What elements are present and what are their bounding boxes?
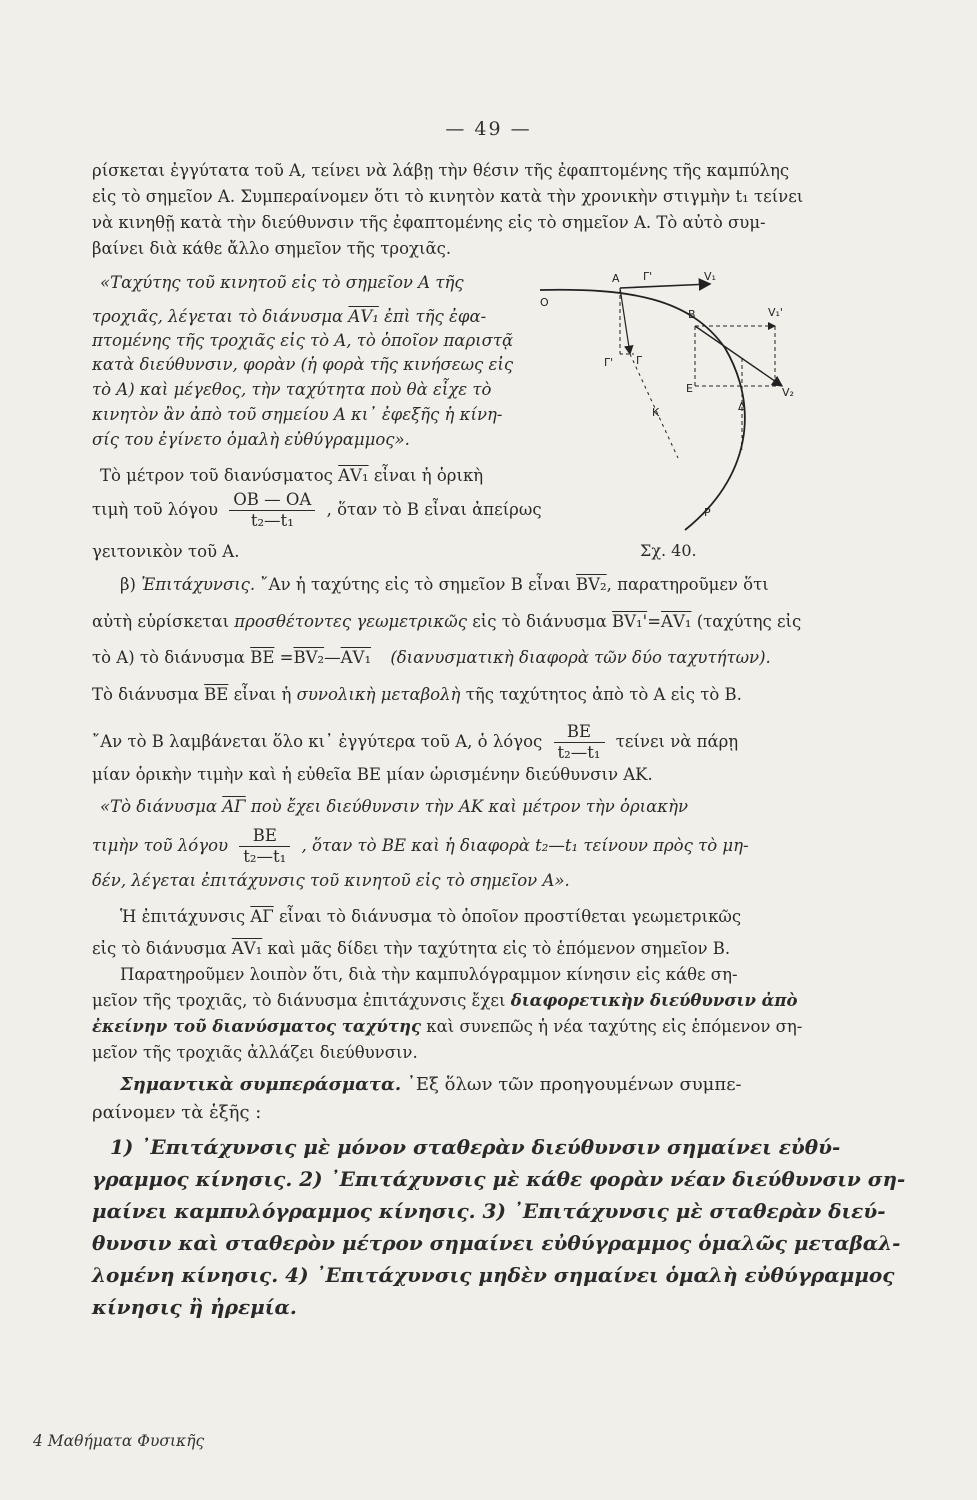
definition-line [92,826,749,867]
text: τῆς ταχύτητος ἀπὸ τὸ Α εἰς τὸ Β. [465,685,742,704]
text: τροχιᾶς, λέγεται τὸ διάνυσμα [92,307,344,326]
vector-BV1p: ΒV₁' [612,612,648,631]
definition-line: κατὰ διεύθυνσιν, φορὰν (ἡ φορὰ τῆς κινήσεως εἰς [92,355,514,374]
fraction [554,722,605,763]
text: «Τὸ διάνυσμα [100,797,218,816]
label-A: Α [612,272,620,285]
paragraph-line: μεῖον τῆς τροχιᾶς ἀλλάζει διεύθυνσιν. [92,1043,418,1062]
text: β) [120,575,136,594]
text: αὐτὴ εὑρίσκεται [92,612,230,631]
beta-line [92,611,801,633]
vector-AV1: ΑV₁ [348,307,379,326]
definition-line: τὸ Α) καὶ μέγεθος, τὴν ταχύτητα ποὺ θὰ εἶχε τὸ [92,380,492,399]
text: Τὸ μέτρον τοῦ διανύσματος [100,466,333,485]
figure-caption: Σχ. 40. [640,541,697,560]
fraction-denominator: t₂—t₁ [250,511,294,530]
beta-line [92,684,742,706]
label-O: O [540,296,549,309]
label-V1: V₁ [704,270,716,283]
beta-line [92,722,738,763]
paragraph-line: νὰ κινηθῇ κατὰ τὴν διεύθυνσιν τῆς ἐφαπτομένης εἰς τὸ σημεῖον Α. Τὸ αὐτὸ συμ- [92,213,766,232]
definition-line: «Ταχύτης τοῦ κινητοῦ εἰς τὸ σημεῖον Α τῆς [100,273,464,292]
label-D: Δ [738,400,746,413]
vector-AV1: ΑV₁ [231,939,263,958]
fraction-numerator: ΒΕ [239,826,290,847]
label-V2: V₂ [782,386,794,399]
paragraph-line [120,906,741,928]
conclusion-line: 1) ᾿Επιτάχυνσις μὲ μόνον σταθερὰν διεύθυνσιν σημαίνει εὐθύ- [110,1135,841,1159]
paragraph-line [92,990,797,1012]
vector-BE: $\overline{BE}$ [204,685,229,704]
emphasis: ἐκείνην τοῦ διανύσματος ταχύτης [92,1017,422,1036]
label-G1: Γ' [643,270,653,283]
text: , παρατηροῦμεν ὅτι [606,575,769,594]
fraction-numerator: ΟΒ — ΟΑ [229,490,315,511]
definition-line: πτομένης τῆς τροχιᾶς εἰς τὸ Α, τὸ ὁποῖον παριστᾷ [92,331,514,350]
trajectory-curve [540,290,745,530]
text: καὶ μᾶς δίδει τὴν ταχύτητα εἰς τὸ ἑπόμενον σημεῖον Β. [267,939,731,958]
text: ᾿Εξ ὅλων τῶν προηγουμένων συμπε- [406,1074,742,1095]
conclusion-line: λομένη κίνησις. 4) ᾿Επιτάχυνσις μηδὲν σημαίνει ὁμαλὴ εὐθύγραμμος [92,1263,895,1287]
conclusion-line: μαίνει καμπυλόγραμμος κίνησις. 3) ᾿Επιτάχυνσις μὲ σταθερὰν διεύ- [92,1199,886,1223]
conclusion-line: γραμμος κίνησις. 2) ᾿Επιτάχυνσις μὲ κάθε φορὰν νέαν διεύθυνσιν ση- [92,1167,906,1191]
label-Gp: Γ' [604,356,614,369]
text: εἰς τὸ διάνυσμα [92,939,227,958]
emphasis: (διανυσματικὴ διαφορὰ τῶν δύο ταχυτήτων). [390,648,771,667]
emphasis: διαφορετικὴν διεύθυνσιν ἀπὸ [510,991,798,1010]
equals: = [647,612,662,631]
fraction-denominator: t₂—t₁ [557,743,601,762]
text: μεῖον τῆς τροχιᾶς, τὸ διάνυσμα ἐπιτάχυνσις ἔχει [92,991,506,1010]
text: εἶναι ἡ ὁρικὴ [373,466,484,485]
conclusions-intro: ραίνομεν τὰ ἑξῆς : [92,1102,262,1123]
beta-line: μίαν ὁρικὴν τιμὴν καὶ ἡ εὐθεῖα ΒΕ μίαν ὡρισμένην διεύθυνσιν ΑΚ. [92,765,653,784]
vector-AV1: ΑV₁ [338,466,369,485]
page-footer: 4 Μαθήματα Φυσικῆς [33,1432,205,1450]
vector-AG-line [620,288,630,354]
fraction [239,826,290,867]
text: τιμὴν τοῦ λόγου [92,836,229,855]
paragraph-line [92,1016,802,1038]
paragraph-line: βαίνει διὰ κάθε ἄλλο σημεῖον τῆς τροχιᾶς. [92,239,452,258]
text: ποὺ ἔχει διεύθυνσιν τὴν ΑΚ καὶ μέτρον τὴν ὁριακὴν [250,797,688,816]
beta-line [120,574,769,596]
label-E: Ε [686,382,693,395]
paragraph-line: Παρατηροῦμεν λοιπὸν ὅτι, διὰ τὴν καμπυλόγραμμον κίνησιν εἰς κάθε ση- [120,965,738,984]
text: Ἡ ἐπιτάχυνσις [120,907,246,926]
definition-line [100,796,688,818]
text: τείνει νὰ πάρῃ [615,732,739,751]
text: εἰς τὸ διάνυσμα [472,612,607,631]
conclusion-line: κίνησις ἢ ἠρεμία. [92,1295,297,1319]
fraction-denominator: t₂—t₁ [243,847,287,866]
vector-BV2: ΒV₂ [293,648,325,667]
text: , ὅταν τὸ Β εἶναι ἀπείρως [326,500,542,519]
text: (ταχύτης εἰς [696,612,802,631]
label-P: Ρ [704,506,711,519]
text: , ὅταν τὸ ΒΕ καὶ ἡ διαφορὰ t₂—t₁ τείνουν πρὸς τὸ μη- [301,836,749,855]
minus: — [324,648,341,667]
text: ἐπὶ τῆς ἐφα- [384,307,487,326]
page-number: — 49 — [445,118,532,140]
definition-line: σίς του ἐγίνετο ὁμαλὴ εὐθύγραμμος». [92,430,410,449]
definition-line [92,306,486,328]
fraction-numerator: ΒΕ [554,722,605,743]
paragraph-line: ρίσκεται ἐγγύτατα τοῦ Α, τείνει νὰ λάβῃ τὴν θέσιν τῆς ἐφαπτομένης τῆς καμπύλης [92,161,790,180]
measure-line: γειτονικὸν τοῦ Α. [92,542,240,561]
equals: = [279,648,294,667]
section-heading: Σημαντικὰ συμπεράσματα. [120,1074,402,1095]
text: τιμὴ τοῦ λόγου [92,500,219,519]
text: καὶ συνεπῶς ἡ νέα ταχύτης εἰς ἑπόμενον ση- [426,1017,803,1036]
label-B: Β [688,308,696,321]
text: εἶναι ἡ [233,685,292,704]
section-title: Ἐπιτάχυνσις. [141,575,256,594]
paragraph-line [92,938,730,960]
fraction [229,490,315,531]
beta-line [92,647,771,669]
label-V1p: V₁' [768,306,783,319]
figure-40 [520,268,800,533]
text: εἶναι τὸ διάνυσμα τὸ ὁποῖον προστίθεται γεωμετρικῶς [278,907,742,926]
text: τὸ Α) τὸ διάνυσμα [92,648,245,667]
vector-AV1: ΑV₁ [661,612,692,631]
measure-line [92,490,542,531]
vector-BV2: ΒV₂ [575,575,607,594]
label-K: Κ [652,406,660,419]
vector-AV1-line [620,284,710,288]
vector-AG: $\overline{A\Gamma}$ [222,797,246,816]
vector-AG: $\overline{A\Gamma}$ [250,907,274,926]
vector-AV1: ΑV₁ [340,648,372,667]
definition-line: κινητὸν ἂν ἀπὸ τοῦ σημείου Α κι᾽ ἐφεξῆς ἡ κίνη- [92,405,503,424]
vector-BE: $\overline{BE}$ [250,648,275,667]
label-I: Ι [740,440,744,453]
text: ῎Αν ἡ ταχύτης εἰς τὸ σημεῖον Β εἶναι [260,575,571,594]
text: ῎Αν τὸ Β λαμβάνεται ὅλο κι᾽ ἐγγύτερα τοῦ Α, ὁ λόγος [92,732,543,751]
emphasis: συνολικὴ μεταβολὴ [296,685,461,704]
conclusion-line: θυνσιν καὶ σταθερὸν μέτρον σημαίνει εὐθύγραμμος ὁμαλῶς μεταβαλ- [92,1231,901,1255]
emphasis: προσθέτοντες γεωμετρικῶς [234,612,467,631]
label-G: Γ [636,354,643,367]
text: Τὸ διάνυσμα [92,685,199,704]
measure-line [100,465,483,487]
definition-line: δέν, λέγεται ἐπιτάχυνσις τοῦ κινητοῦ εἰς τὸ σημεῖον Α». [92,871,570,890]
conclusions-intro [120,1072,742,1098]
paragraph-line: εἰς τὸ σημεῖον Α. Συμπεραίνομεν ὅτι τὸ κινητὸν κατὰ τὴν χρονικὴν στιγμὴν t₁ τείνει [92,187,804,206]
